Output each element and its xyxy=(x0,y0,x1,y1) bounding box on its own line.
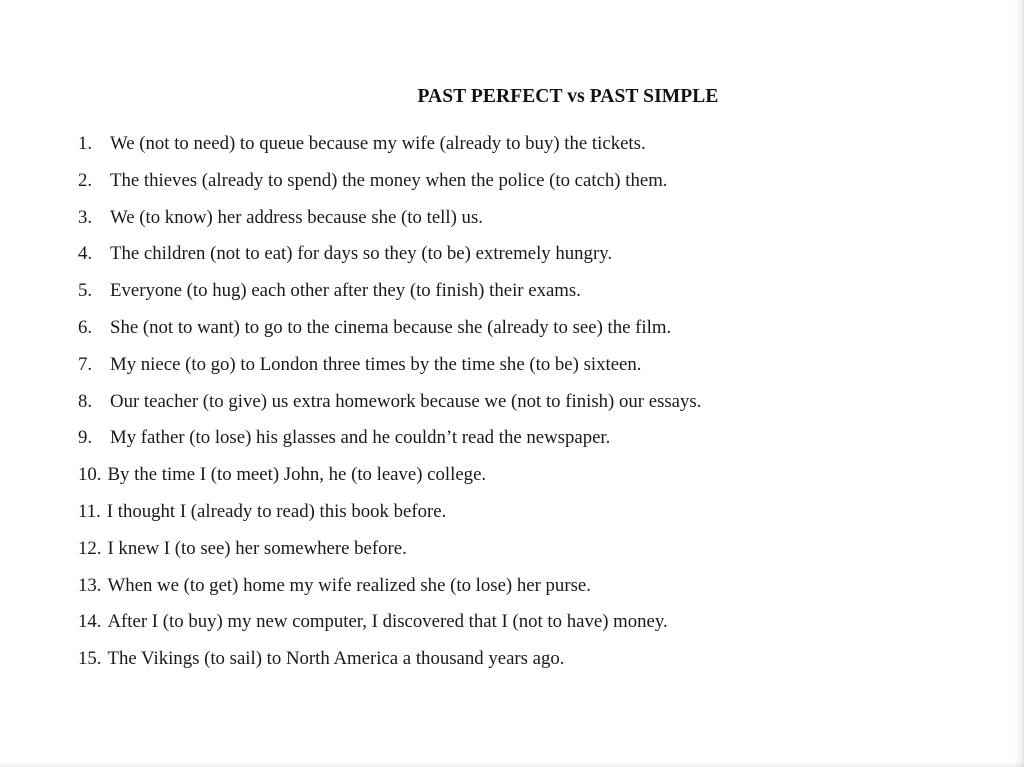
list-item xyxy=(78,572,701,609)
item-text: My father (to lose) his glasses and he couldn’t read the newspaper. xyxy=(110,427,611,449)
item-number: 4. xyxy=(78,243,93,265)
list-item xyxy=(78,388,701,425)
item-text: Everyone (to hug) each other after they (to finish) their exams. xyxy=(110,280,581,302)
item-text: She (not to want) to go to the cinema because she (already to see) the film. xyxy=(110,316,672,338)
item-number: 1. xyxy=(78,133,93,154)
list-item xyxy=(78,240,701,277)
item-number: 8. xyxy=(78,390,93,412)
item-text: I knew I (to see) her somewhere before. xyxy=(107,537,407,559)
page-title: PAST PERFECT vs PAST SIMPLE xyxy=(417,86,719,107)
item-text: My niece (to go) to London three times by the time she (to be) sixteen. xyxy=(110,353,642,375)
list-item xyxy=(78,167,701,204)
list-item xyxy=(78,498,701,535)
item-text: The thieves (already to spend) the money when the police (to catch) them. xyxy=(110,169,668,191)
item-text: After I (to buy) my new computer, I discovered that I (not to have) money. xyxy=(107,611,668,633)
item-text: By the time I (to meet) John, he (to leave) college. xyxy=(107,464,487,486)
list-item xyxy=(78,461,701,498)
list-item xyxy=(78,351,701,388)
item-number: 7. xyxy=(78,353,93,375)
item-number: 11. xyxy=(78,500,101,522)
item-number: 13. xyxy=(78,574,102,596)
item-number: 5. xyxy=(78,280,93,302)
item-number: 15. xyxy=(78,648,102,670)
list-item xyxy=(78,424,701,461)
list-item xyxy=(78,535,701,572)
item-text: The Vikings (to sail) to North America a thousand years ago. xyxy=(107,648,565,670)
page-edge-shadow-bottom xyxy=(0,761,1024,767)
item-number: 12. xyxy=(78,537,102,559)
list-item xyxy=(78,314,701,351)
item-number: 3. xyxy=(78,206,93,228)
item-number: 2. xyxy=(78,169,93,191)
list-item xyxy=(78,645,701,682)
item-text: When we (to get) home my wife realized she (to lose) her purse. xyxy=(107,574,591,596)
item-text: Our teacher (to give) us extra homework because we (not to finish) our essays. xyxy=(110,390,702,412)
list-item xyxy=(78,608,701,645)
list-item xyxy=(78,130,701,167)
item-number: 6. xyxy=(78,316,93,338)
item-number: 9. xyxy=(78,427,93,449)
item-text: We (to know) her address because she (to tell) us. xyxy=(110,206,483,228)
item-text: The children (not to eat) for days so they (to be) extremely hungry. xyxy=(110,243,613,265)
item-text: We (not to need) to queue because my wife (already to buy) the tickets. xyxy=(110,133,646,154)
item-text: I thought I (already to read) this book before. xyxy=(106,500,447,522)
exercise-list xyxy=(78,130,701,682)
list-item xyxy=(78,204,701,241)
page-edge-shadow-right xyxy=(1014,0,1024,767)
item-number: 10. xyxy=(78,464,102,486)
list-item xyxy=(78,277,701,314)
item-number: 14. xyxy=(78,611,102,633)
